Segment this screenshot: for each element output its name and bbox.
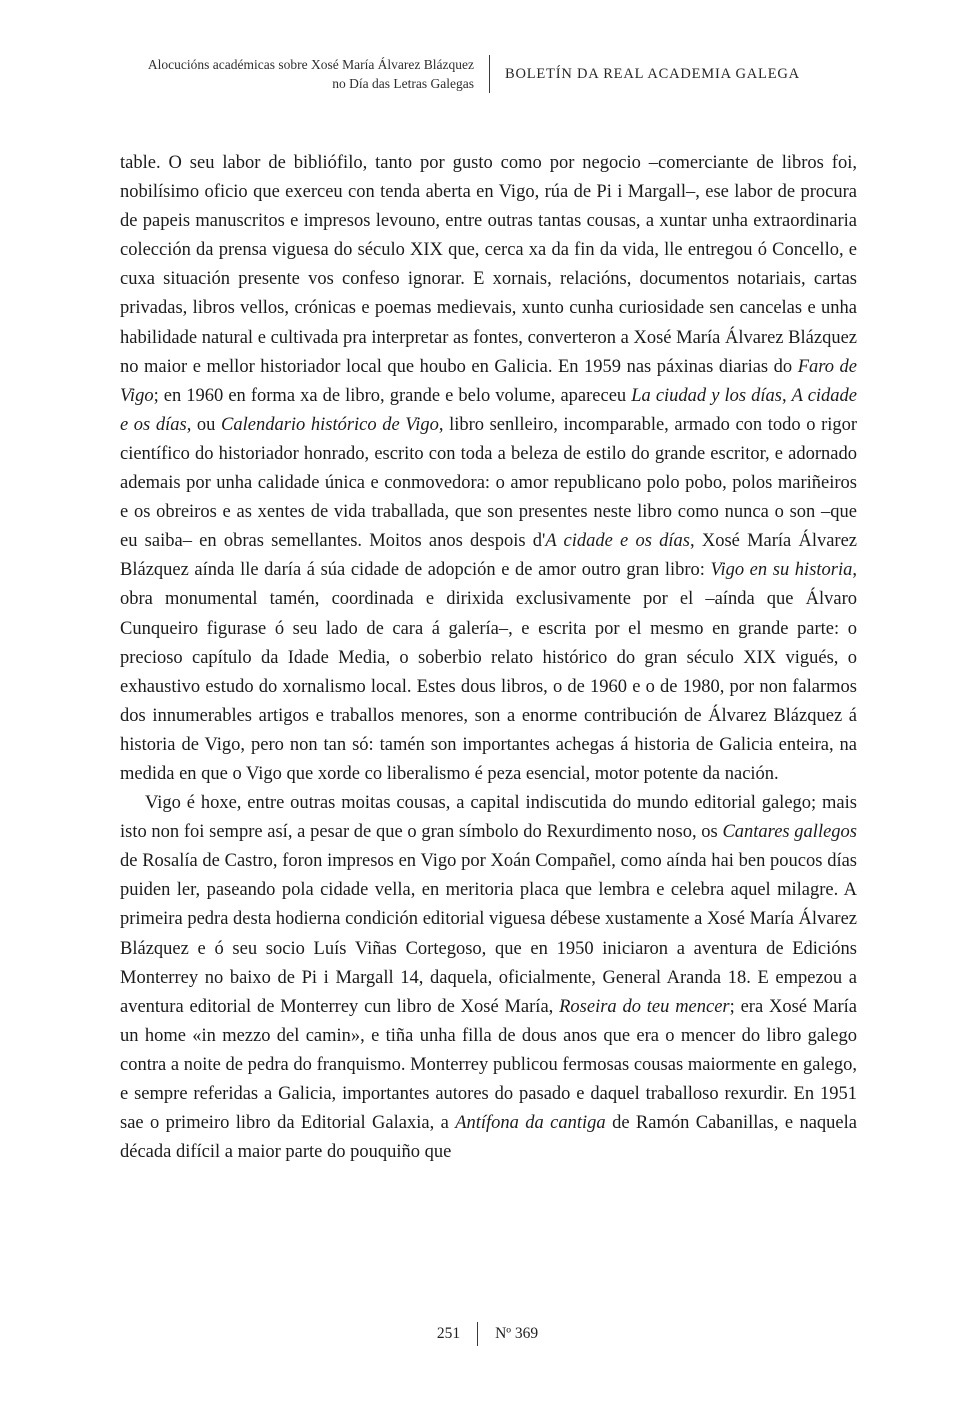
italic-text-segment: A cidade e os días — [545, 531, 690, 552]
text-segment: table. O seu labor de bibliófilo, tanto por gusto como por negocio –comerciante de libros foi, nobilísimo oficio que exerceu con tenda aberta en Vigo, rúa de Pi i Margall–, ese labor de procura de papeis manuscritos e impresos levouno, entre outras tantas cousas, a xuntar unha extraordinaria colección da prensa viguesa do século XIX que, cerca xa da fin da vida, lle entregou ó Concello, e cuxa situación presente vos confeso ignorar. E xornais, relacións, documentos notariais, cartas privadas, libros vellos, crónicas e poemas medievais, xunto cunha curiosidade sen cancelas e unha habilidade natural e cultivada pra interpretar as fontes, converteron a Xosé María Álvarez Blázquez no maior e mellor historiador local que houbo en Galicia. En 1959 nas páxinas diarias do — [120, 153, 857, 377]
text-segment: ; era Xosé María un home «in mezzo del camin», e tiña unha filla de dous anos que era o mencer do libro galego contra a noite de pedra do franquismo. Monterrey publicou fermosas cousas maiormente en galego, e sempre referidas a Galicia, importantes autores do pasado e daquel traballoso rexurdir. En 1951 sae o primeiro libro da Editorial Galaxia, a — [120, 996, 857, 1134]
text-segment: , — [781, 385, 792, 406]
page-footer — [0, 1322, 975, 1346]
italic-text-segment: La ciudad y los días — [631, 385, 782, 406]
paragraph — [120, 789, 857, 1167]
text-segment: , libro senlleiro, incomparable, armado con todo o rigor científico do historiador honrado, escrito con toda a beleza de estilo do grande escritor, e adornado ademais por unha calidade única e conmovedora: o amor republicano polo pobo, polos mariñeiros e os obreiros e as xentes de vida traballada, que son presentes neste libro como nunca o son –que eu saiba– en obras semellantes. Moitos anos despois d' — [120, 414, 858, 552]
italic-text-segment: Calendario histórico de Vigo — [221, 414, 439, 435]
running-title — [120, 55, 489, 93]
italic-text-segment: A cidade e os días — [120, 385, 858, 435]
text-segment: de Rosalía de Castro, foron impresos en Vigo por Xoán Compañel, como aínda hai ben poucos días puiden ler, paseando pola cidade vella, en meritoria placa que lembra e celebra aquel milagre. A primeira pedra desta hodierna condición editorial viguesa débese xustamente a Xosé María Álvarez Blázquez e ó seu socio Luís Viñas Cortegoso, que en 1950 iniciaron a aventura de Edicións Monterrey no baixo de Pi i Margall 14, daquela, oficialmente, General Aranda 18. E empezou a aventura editorial de Monterrey cun libro de Xosé María, — [120, 851, 857, 1017]
issue-number: Nº 369 — [495, 1325, 539, 1342]
running-title-line2: no Día das Letras Galegas — [332, 76, 474, 91]
text-segment: , Xosé María Álvarez Blázquez aínda lle daría á súa cidade de adopción e de amor outro gran libro: — [120, 531, 858, 581]
italic-text-segment: Vigo en su historia — [710, 560, 853, 581]
text-segment: de Ramón Cabanillas, e naquela década difícil a maior parte do pouquiño que — [120, 1113, 857, 1163]
text-segment: , obra monumental tamén, coordinada e dirixida exclusivamente por el –aínda que Álvaro Cunqueiro figurase ó seu lado de cara á galería–, e escrita por el mesmo en grande parte: o precioso capítulo da Idade Media, o soberbio relato histórico do gran século XIX vigués, o exhaustivo estudo do xornalismo local. Estes dous libros, o de 1960 e o de 1980, por non falarmos dos innumerables artigos e traballos menores, son a enorme contribución de Álvarez Blázquez á historia de Vigo, pero non tan só: tamén son importantes achegas á historia de Galicia enteira, na medida en que o Vigo que xorde co liberalismo é peza esencial, motor potente da nación. — [120, 560, 857, 784]
paragraph — [120, 149, 857, 789]
text-segment: , ou — [186, 414, 221, 435]
italic-text-segment: Antífona da cantiga — [455, 1113, 606, 1134]
text-segment: Vigo é hoxe, entre outras moitas cousas, a capital indiscutida do mundo editorial galego; mais isto non foi sempre así, a pesar de que o gran símbolo do Rexurdimento noso, os — [120, 793, 857, 843]
italic-text-segment: Roseira do teu mencer — [559, 996, 730, 1017]
italic-text-segment: Cantares gallegos — [722, 822, 858, 843]
page-number: 251 — [436, 1325, 461, 1342]
article-text — [120, 149, 857, 1167]
journal-title: BOLETÍN DA REAL ACADEMIA GALEGA — [505, 65, 800, 82]
page-header — [120, 55, 857, 93]
running-title-line1: Alocucións académicas sobre Xosé María Álvarez Blázquez — [147, 57, 474, 72]
italic-text-segment: Faro de Vigo — [120, 356, 857, 406]
text-segment: ; en 1960 en forma xa de libro, grande e belo volume, apareceu — [153, 385, 632, 406]
